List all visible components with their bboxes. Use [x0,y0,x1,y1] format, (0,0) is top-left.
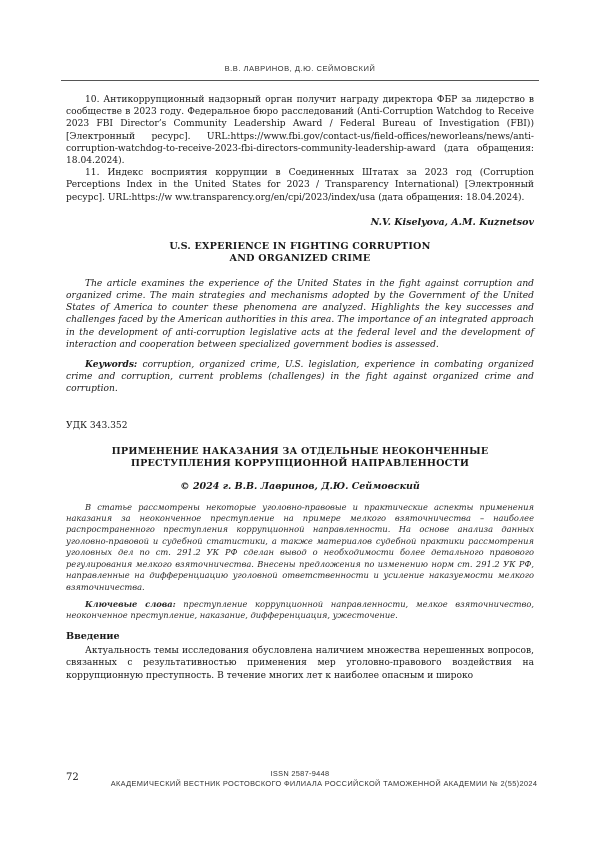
english-keywords-text: corruption, organized crime, U.S. legislation, experience in combating organized crime and corruption, current problems (challenges) in the fight against organized crime and corruption. [66,360,534,395]
article-title [66,446,534,471]
article-keywords-label: Ключевые слова: [85,598,176,609]
english-authors: N.V. Kiselyova, A.M. Kuznetsov [370,216,534,228]
english-title-line-1: U.S. EXPERIENCE IN FIGHTING CORRUPTION [169,240,431,252]
introduction-text: Актуальность темы исследования обусловлена наличием множества нерешенных вопросов, связанных с результативностью применения мер уголовно-правового воздействия на коррупционную преступность. В течение многих лет к наиболее опасным и широко [66,645,534,681]
article-authors: © 2024 г. В.В. Лавринов, Д.Ю. Сеймовский [180,480,420,492]
reference-10: 10. Антикоррупционный надзорный орган получит награду директора ФБР за лидерство в сообществе в 2023 году. Федеральное бюро расследований (Anti-Corruption Watchdog to Receive 2023 FBI Director’s Community Leadership Award / Federal Bureau of Investigation (FBI)) [Электронный ресурс]. URL:https://www.fbi.gov/contact-us/field-offices/neworleans/news/anti-corruption-watchdog-to-receive-2023-fbi-directors-community-leadership-award (дата обращения: 18.04.2024). [66,95,534,167]
reference-11: 11. Индекс восприятия коррупции в Соединенных Штатах за 2023 год (Corruption Perceptions Index in the United States for 2023 / Transparency International) [Электронный ресурс]. URL:https://w ww.transparency.org/en/cpi/2023/index/usa (дата обращения: 18.04.2024). [66,168,534,203]
article-abstract: В статье рассмотрены некоторые уголовно-правовые и практические аспекты применения наказания за неоконченное преступление на примере мелкого взяточничества – наиболее распространенного преступления коррупционной направленности. На основе анализа данных уголовно-правовой и судебной статистики, а также материалов судебной практики рассмотрения уголовных дел по ст. 291.2 УК РФ сделан вывод о необходимости более детального правового регулирования мелкого взяточничества. Внесены предложения по изменению норм ст. 291.2 УК РФ, направленные на дифференциацию уголовной ответственности и усиление наказуемости мелкого взяточничества. [66,501,534,592]
article-keywords-text: преступление коррупционной направленности, мелкое взяточничество, неоконченное преступление, наказание, дифференциация, ужесточение. [66,598,535,621]
running-header: В.В. ЛАВРИНОВ, Д.Ю. СЕЙМОВСКИЙ [224,64,376,73]
page-number: 72 [66,772,79,783]
english-keywords-label: Keywords: [85,359,138,371]
footer-journal-title: АКАДЕМИЧЕСКИЙ ВЕСТНИК РОСТОВСКОГО ФИЛИАЛА РОССИЙСКОЙ ТАМОЖЕННОЙ АКАДЕМИИ № 2(55)2024 [110,779,538,788]
introduction-heading: Введение [66,630,120,642]
english-keywords [66,359,534,396]
article-title-line-1: ПРИМЕНЕНИЕ НАКАЗАНИЯ ЗА ОТДЕЛЬНЫЕ НЕОКОНЧЕННЫЕ [111,445,489,457]
article-title-line-2: ПРЕСТУПЛЕНИЯ КОРРУПЦИОННОЙ НАПРАВЛЕННОСТИ [130,458,470,470]
udc-code: УДК 343.352 [66,420,128,431]
english-abstract: The article examines the experience of the United States in the fight against corruption and organized crime. The main strategies and mechanisms adopted by the Government of the United States of America to counter these phenomena are analyzed. Highlights the key successes and challenges faced by the American authorities in this area. The importance of an integrated approach in the development of anti-corruption legislative acts at the federal level and the development of interaction and cooperation between specialized government bodies is assessed. [66,278,534,350]
header-divider [61,80,539,81]
english-title-line-2: AND ORGANIZED CRIME [229,253,371,265]
page-content [66,94,534,682]
english-title [66,241,534,266]
footer-issn: ISSN 2587-9448 [270,769,330,778]
article-keywords [66,599,534,622]
